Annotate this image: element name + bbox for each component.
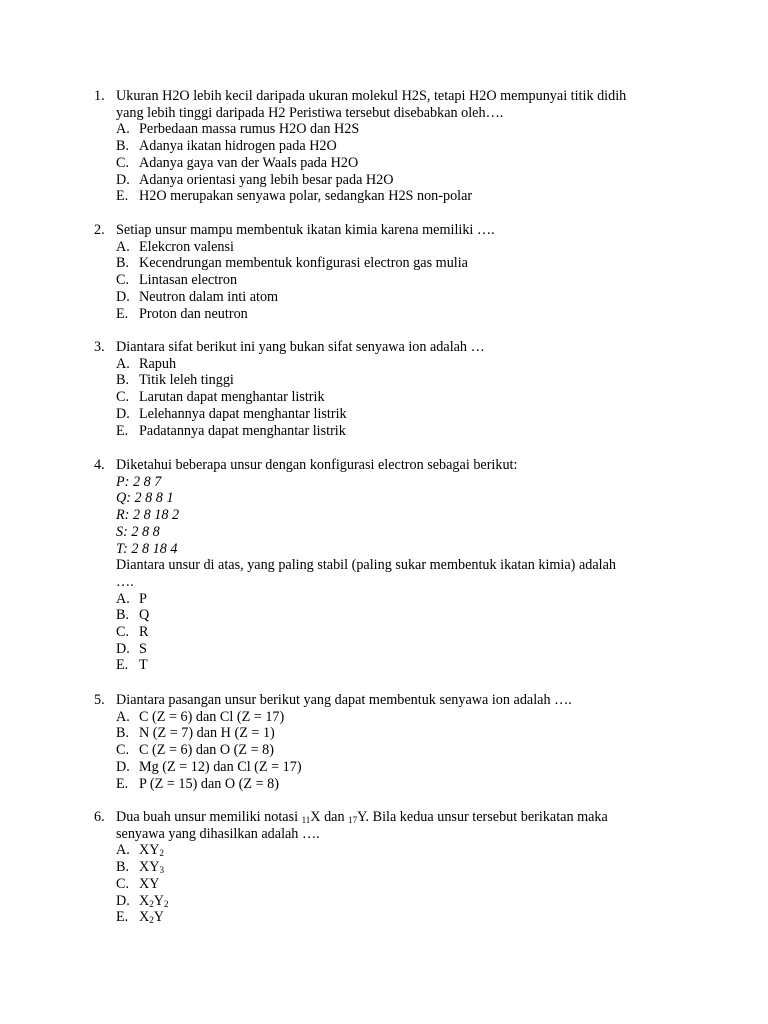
option-text: P (Z = 15) dan O (Z = 8) [139, 775, 279, 792]
option [116, 423, 694, 440]
option [116, 876, 694, 893]
option-text: Perbedaan massa rumus H2O dan H2S [139, 121, 360, 138]
option [116, 188, 694, 205]
option-text: Kecendrungan membentuk konfigurasi electron gas mulia [139, 255, 468, 272]
option [116, 255, 694, 272]
option [116, 406, 694, 423]
option-letter: E. [116, 909, 129, 926]
option-text: Lelehannya dapat menghantar listrik [139, 405, 347, 422]
formula-subscript: 3 [159, 865, 164, 876]
option-letter: A. [116, 708, 130, 725]
formula-subscript: 2 [159, 848, 164, 859]
stem-text: Dua buah unsur memiliki notasi [116, 809, 302, 825]
question-number: 1. [94, 88, 105, 104]
option-text: Larutan dapat menghantar listrik [139, 389, 325, 406]
option-letter: A. [116, 121, 130, 138]
formula-base: X [139, 909, 150, 926]
formula-subscript: 2 [164, 898, 169, 909]
electron-config: Q: 2 8 8 1 [116, 490, 174, 507]
option-text: Elekcron valensi [139, 238, 234, 255]
option-letter: B. [116, 372, 130, 389]
option-text: Neutron dalam inti atom [139, 288, 279, 305]
formula-base: XY [139, 859, 160, 876]
option-letter: B. [116, 725, 130, 742]
question-number: 5. [94, 692, 105, 708]
option-letter: D. [116, 758, 130, 775]
question-number: 4. [94, 457, 105, 473]
option-letter: E. [116, 305, 129, 322]
question-stem: Diketahui beberapa unsur dengan konfigurasi electron sebagai berikut: [116, 457, 518, 473]
atomic-number: 11 [301, 815, 311, 825]
question-stem: …. [116, 573, 134, 590]
option [116, 709, 694, 726]
option-letter: B. [116, 859, 130, 876]
option [116, 272, 694, 289]
question-stem: senyawa yang dihasilkan adalah …. [116, 825, 320, 842]
question-stem: Diantara pasangan unsur berikut yang dapat membentuk senyawa ion adalah …. [116, 692, 572, 708]
option-text: Rapuh [139, 355, 177, 372]
option [116, 306, 694, 323]
option [116, 624, 694, 641]
option [116, 289, 694, 306]
option-letter: D. [116, 640, 130, 657]
option-letter: A. [116, 238, 130, 255]
option-text: Mg (Z = 12) dan Cl (Z = 17) [139, 758, 302, 775]
option-letter: B. [116, 607, 130, 624]
option-text: C (Z = 6) dan O (Z = 8) [139, 742, 274, 759]
electron-config: T: 2 8 18 4 [116, 540, 178, 557]
option [116, 641, 694, 658]
option [116, 909, 694, 926]
question-3 [94, 339, 694, 439]
option [116, 759, 694, 776]
option-letter: E. [116, 422, 129, 439]
question-number: 6. [94, 809, 105, 825]
atomic-number: 17 [348, 815, 358, 825]
option-letter: A. [116, 355, 130, 372]
option [116, 121, 694, 138]
option [116, 776, 694, 793]
electron-config: S: 2 8 8 [116, 523, 160, 540]
option-text: Lintasan electron [139, 272, 238, 289]
question-number: 2. [94, 222, 105, 238]
option [116, 239, 694, 256]
option-text: T [139, 657, 148, 674]
option [116, 172, 694, 189]
option [116, 725, 694, 742]
option [116, 742, 694, 759]
option-text: N (Z = 7) dan H (Z = 1) [139, 725, 275, 742]
option-text: Q [139, 607, 150, 624]
option-text: Adanya gaya van der Waals pada H2O [139, 154, 359, 171]
option-letter: C. [116, 742, 130, 759]
option-letter: C. [116, 154, 130, 171]
option-letter: E. [116, 657, 129, 674]
question-2 [94, 222, 694, 322]
option-letter: E. [116, 188, 129, 205]
option [116, 893, 694, 910]
formula-base: X [139, 892, 150, 909]
question-5 [94, 692, 694, 792]
option-letter: D. [116, 405, 130, 422]
option-letter: C. [116, 389, 130, 406]
option-letter: C. [116, 875, 130, 892]
option-letter: B. [116, 255, 130, 272]
option-text: Padatannya dapat menghantar listrik [139, 422, 346, 439]
stem-text: Y. Bila kedua unsur tersebut berikatan maka [357, 809, 608, 825]
option-text: Adanya orientasi yang lebih besar pada H2O [139, 171, 394, 188]
option-letter: C. [116, 272, 130, 289]
question-stem: yang lebih tinggi daripada H2 Peristiwa tersebut disebabkan oleh…. [116, 104, 504, 121]
option-text: R [139, 624, 149, 641]
option-text: Adanya ikatan hidrogen pada H2O [139, 138, 337, 155]
option [116, 389, 694, 406]
formula-subscript: 2 [149, 898, 154, 909]
option-text: P [139, 590, 147, 607]
formula-tail: Y [153, 892, 164, 909]
stem-text: X dan [310, 809, 349, 825]
formula-subscript: 2 [149, 915, 154, 926]
option-text: Titik leleh tinggi [139, 372, 234, 389]
question-number: 3. [94, 339, 105, 355]
option-text: H2O merupakan senyawa polar, sedangkan H2S non-polar [139, 188, 473, 205]
option-letter: B. [116, 138, 130, 155]
option [116, 607, 694, 624]
question-stem: Diantara unsur di atas, yang paling stabil (paling sukar membentuk ikatan kimia) adalah [116, 557, 616, 574]
formula-tail: Y [153, 909, 164, 926]
option-text: S [139, 640, 147, 657]
option-letter: A. [116, 842, 130, 859]
option-text: C (Z = 6) dan Cl (Z = 17) [139, 708, 285, 725]
option [116, 138, 694, 155]
question-stem: Diantara sifat berikut ini yang bukan sifat senyawa ion adalah … [116, 339, 485, 355]
question-6 [94, 809, 694, 926]
question-1 [94, 88, 694, 205]
question-stem: Setiap unsur mampu membentuk ikatan kimia karena memiliki …. [116, 222, 495, 238]
option [116, 155, 694, 172]
question-4 [94, 457, 694, 674]
electron-config: P: 2 8 7 [116, 473, 162, 490]
option-letter: E. [116, 775, 129, 792]
formula-base: XY [139, 875, 160, 892]
question-stem [116, 809, 694, 826]
option [116, 657, 694, 674]
option [116, 591, 694, 608]
electron-config: R: 2 8 18 2 [116, 507, 180, 524]
formula-base: XY [139, 842, 160, 859]
option-text: Proton dan neutron [139, 305, 248, 322]
option-letter: D. [116, 892, 130, 909]
option [116, 372, 694, 389]
option-letter: C. [116, 624, 130, 641]
option [116, 859, 694, 876]
option [116, 356, 694, 373]
option [116, 842, 694, 859]
option-letter: D. [116, 171, 130, 188]
option-letter: A. [116, 590, 130, 607]
question-stem: Ukuran H2O lebih kecil daripada ukuran molekul H2S, tetapi H2O mempunyai titik didih [116, 88, 627, 104]
option-letter: D. [116, 288, 130, 305]
